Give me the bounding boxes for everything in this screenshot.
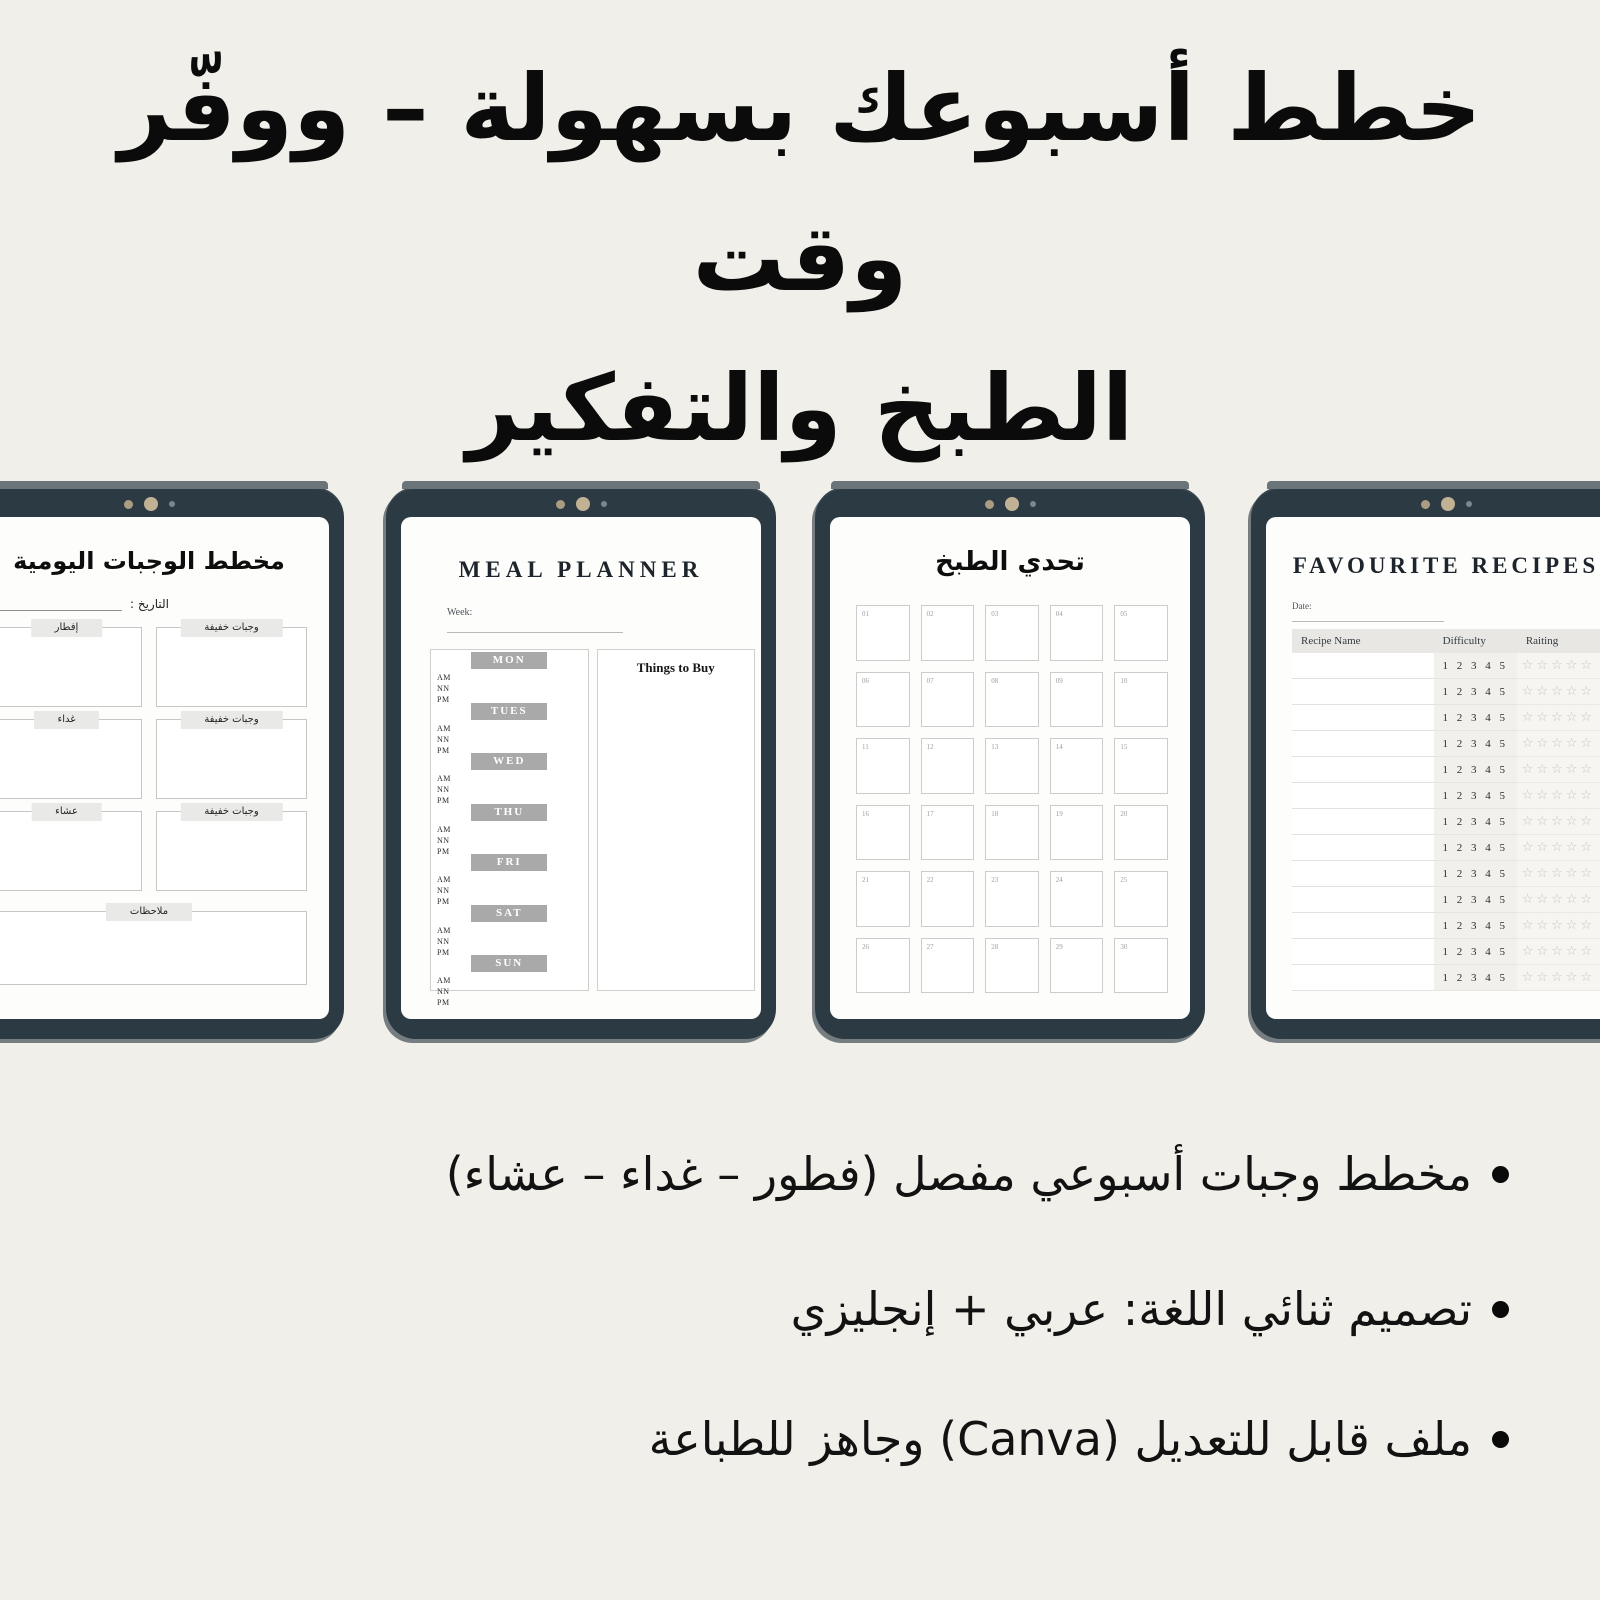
challenge-day-cell	[1050, 672, 1104, 728]
date-row	[0, 597, 309, 611]
recipe-row	[1292, 913, 1600, 939]
week-label: Week:	[447, 607, 473, 618]
cooking-challenge-title: تحدي الطبخ	[935, 547, 1085, 577]
time-slot-label: NN	[437, 734, 450, 744]
date-line	[0, 597, 122, 611]
rating-stars-cell: ☆☆☆☆☆	[1517, 653, 1600, 679]
recipe-row	[1292, 679, 1600, 705]
snack-box	[156, 622, 307, 707]
challenge-day-cell	[1114, 672, 1168, 728]
day-times	[437, 723, 451, 756]
snack-label: وجبات خفيفة	[180, 803, 282, 821]
challenge-day-cell	[1114, 738, 1168, 794]
recipe-name-cell	[1292, 679, 1434, 705]
challenge-day-number: 29	[1055, 942, 1063, 951]
camera-dots	[1251, 496, 1600, 512]
challenge-day-cell	[921, 738, 975, 794]
camera-dot-icon	[985, 500, 994, 509]
challenge-day-cell	[985, 672, 1039, 728]
challenge-day-number: 16	[862, 809, 869, 818]
camera-dot-icon	[556, 500, 565, 509]
recipes-column-header: Raiting	[1525, 635, 1559, 647]
feature-bullet	[649, 1405, 1509, 1473]
time-slot-label: PM	[437, 745, 450, 755]
challenge-day-number: 19	[1055, 809, 1063, 818]
feature-bullet-text: تصميم ثنائي اللغة: عربي + إنجليزي	[790, 1282, 1472, 1336]
time-slot-label: NN	[437, 886, 450, 896]
challenge-day-number: 30	[1120, 942, 1128, 951]
recipe-row	[1292, 757, 1600, 783]
daily-planner-screen	[0, 517, 329, 1019]
day-times	[437, 925, 451, 958]
challenge-day-cell	[1050, 938, 1104, 994]
day-bar: SUN	[471, 955, 547, 972]
camera-dot-icon	[576, 497, 590, 511]
meal-planner-days	[430, 649, 589, 1008]
challenge-day-cell	[856, 938, 910, 994]
challenge-day-number: 14	[1055, 743, 1063, 751]
rating-stars-cell: ☆☆☆☆☆	[1517, 835, 1600, 861]
camera-dot-icon	[169, 501, 175, 507]
challenge-day-cell	[985, 738, 1039, 794]
day-times	[437, 975, 451, 1008]
snack-label: وجبات خفيفة	[180, 619, 282, 637]
feature-bullet-text: ملف قابل للتعديل (Canva) وجاهز للطباعة	[648, 1412, 1472, 1466]
difficulty-cell: 1 2 3 4 5	[1434, 653, 1517, 679]
challenge-day-cell	[1050, 805, 1104, 861]
daily-planner-row	[0, 622, 307, 707]
meal-box	[0, 714, 142, 799]
challenge-day-cell	[1114, 605, 1168, 661]
recipe-name-cell	[1292, 965, 1434, 991]
rating-stars-cell: ☆☆☆☆☆	[1517, 965, 1600, 991]
challenge-day-number: 10	[1120, 676, 1128, 685]
date-label: التاريخ :	[129, 597, 169, 611]
things-to-buy-panel	[597, 649, 756, 991]
tablet-meal-planner	[386, 487, 776, 1039]
challenge-day-number: 04	[1055, 610, 1063, 618]
camera-dot-icon	[144, 497, 158, 511]
challenge-day-cell	[985, 805, 1039, 861]
recipe-row	[1292, 861, 1600, 887]
favourite-recipes-screen	[1266, 517, 1600, 1019]
recipe-name-cell	[1292, 705, 1434, 731]
rating-stars-cell: ☆☆☆☆☆	[1517, 705, 1600, 731]
daily-planner-row	[0, 806, 307, 891]
difficulty-cell: 1 2 3 4 5	[1434, 679, 1517, 705]
camera-dots	[815, 496, 1205, 512]
challenge-day-number: 12	[926, 743, 934, 751]
time-slot-label: AM	[437, 976, 451, 986]
things-to-buy-title: Things to Buy	[636, 660, 715, 675]
challenge-day-cell	[985, 605, 1039, 661]
recipe-name-cell	[1292, 653, 1434, 679]
challenge-day-number: 21	[862, 876, 869, 884]
day-section	[431, 703, 588, 755]
snack-box	[156, 714, 307, 799]
day-section	[431, 955, 588, 1008]
challenge-day-cell	[985, 938, 1039, 994]
recipes-table-header	[1292, 629, 1600, 653]
day-section	[431, 652, 588, 704]
difficulty-cell: 1 2 3 4 5	[1434, 809, 1517, 835]
challenge-day-cell	[856, 605, 910, 661]
day-bar: WED	[471, 753, 547, 770]
recipe-row	[1292, 887, 1600, 913]
challenge-day-cell	[856, 805, 910, 861]
time-slot-label: PM	[437, 846, 450, 856]
day-section	[431, 905, 588, 957]
meal-label: غداء	[34, 711, 100, 729]
rating-stars-cell: ☆☆☆☆☆	[1517, 731, 1600, 757]
feature-bullet	[446, 1140, 1509, 1208]
snack-box	[156, 806, 307, 891]
difficulty-cell: 1 2 3 4 5	[1434, 783, 1517, 809]
recipes-column-header: Recipe Name	[1301, 635, 1361, 647]
time-slot-label: NN	[437, 684, 450, 693]
challenge-day-number: 01	[862, 610, 869, 618]
camera-dot-icon	[1441, 497, 1455, 511]
time-slot-label: NN	[437, 835, 450, 845]
day-section	[431, 804, 588, 856]
tablet-favourite-recipes	[1251, 487, 1600, 1039]
meal-box	[0, 622, 142, 707]
challenge-day-number: 17	[926, 809, 934, 818]
recipe-row	[1292, 809, 1600, 835]
challenge-day-cell	[921, 938, 975, 994]
difficulty-cell: 1 2 3 4 5	[1434, 939, 1517, 965]
challenge-day-number: 23	[991, 876, 999, 884]
difficulty-cell: 1 2 3 4 5	[1434, 861, 1517, 887]
rating-stars-cell: ☆☆☆☆☆	[1517, 913, 1600, 939]
time-slot-label: NN	[437, 987, 450, 997]
challenge-day-number: 26	[862, 942, 869, 951]
day-section	[431, 854, 588, 907]
challenge-day-cell	[985, 871, 1039, 927]
headline-line-1: خطط أسبوعك بسهولة – ووفّر وقت	[118, 55, 1482, 312]
recipe-row	[1292, 939, 1600, 965]
day-times	[437, 773, 451, 806]
recipe-name-cell	[1292, 913, 1434, 939]
challenge-day-cell	[921, 672, 975, 728]
day-times	[437, 824, 451, 857]
feature-bullet	[791, 1275, 1509, 1343]
difficulty-cell: 1 2 3 4 5	[1434, 887, 1517, 913]
challenge-day-cell	[1050, 871, 1104, 927]
notes-box	[0, 906, 307, 985]
challenge-day-cell	[1114, 871, 1168, 927]
recipe-name-cell	[1292, 861, 1434, 887]
challenge-day-number: 09	[1055, 676, 1063, 685]
recipes-table	[1292, 629, 1600, 991]
notes-label: ملاحظات	[106, 903, 192, 921]
day-bar: TUES	[471, 703, 547, 720]
meal-label: إفطار	[31, 619, 103, 637]
time-slot-label: AM	[437, 925, 451, 935]
time-slot-label: AM	[437, 875, 451, 885]
recipe-row	[1292, 783, 1600, 809]
time-slot-label: PM	[437, 695, 450, 704]
camera-dots	[0, 496, 344, 512]
challenge-day-number: 13	[991, 743, 999, 751]
date-label: Date:	[1292, 601, 1312, 611]
rating-stars-cell: ☆☆☆☆☆	[1517, 679, 1600, 705]
cooking-challenge-screen	[830, 517, 1190, 1019]
headline-line-2: الطبخ والتفكير	[466, 355, 1134, 462]
time-slot-label: PM	[437, 998, 450, 1008]
daily-planner-title: مخطط الوجبات اليومية	[13, 547, 285, 575]
time-slot-label: NN	[437, 785, 450, 795]
time-slot-label: AM	[437, 774, 451, 784]
challenge-day-number: 24	[1055, 876, 1063, 884]
rating-stars-cell: ☆☆☆☆☆	[1517, 939, 1600, 965]
meal-planner-title: MEAL PLANNER	[458, 557, 704, 582]
challenge-day-cell	[856, 738, 910, 794]
feature-bullet-text: مخطط وجبات أسبوعي مفصل (فطور – غداء – عشاء)	[445, 1147, 1472, 1201]
recipe-row	[1292, 731, 1600, 757]
time-slot-label: PM	[437, 796, 450, 806]
challenge-day-number: 20	[1120, 809, 1128, 818]
camera-dots	[386, 496, 776, 512]
recipe-row	[1292, 705, 1600, 731]
challenge-day-number: 06	[862, 676, 869, 685]
challenge-day-number: 25	[1120, 876, 1128, 884]
day-times	[437, 874, 451, 907]
camera-dot-icon	[1005, 497, 1019, 511]
snack-label: وجبات خفيفة	[180, 711, 282, 729]
challenge-day-cell	[1050, 605, 1104, 661]
day-bar: THU	[471, 804, 547, 821]
challenge-day-cell	[856, 871, 910, 927]
challenge-day-cell	[856, 672, 910, 728]
recipe-name-cell	[1292, 783, 1434, 809]
day-bar: FRI	[471, 854, 547, 871]
difficulty-cell: 1 2 3 4 5	[1434, 835, 1517, 861]
challenge-day-cell	[921, 805, 975, 861]
challenge-day-number: 11	[862, 743, 869, 751]
time-slot-label: AM	[437, 723, 451, 733]
rating-stars-cell: ☆☆☆☆☆	[1517, 757, 1600, 783]
challenge-day-cell	[921, 871, 975, 927]
challenge-day-number: 27	[926, 942, 934, 951]
camera-dot-icon	[1466, 501, 1472, 507]
challenge-day-cell	[1114, 805, 1168, 861]
challenge-day-number: 15	[1120, 743, 1128, 751]
bullet-dot-icon	[1492, 1431, 1509, 1448]
time-slot-label: AM	[437, 824, 451, 834]
challenge-day-number: 22	[926, 876, 934, 884]
time-slot-label: PM	[437, 897, 450, 907]
bullet-dot-icon	[1492, 1301, 1509, 1318]
recipes-table-body	[1292, 653, 1600, 991]
camera-dot-icon	[124, 500, 133, 509]
recipe-row	[1292, 653, 1600, 679]
rating-stars-cell: ☆☆☆☆☆	[1517, 809, 1600, 835]
recipe-name-cell	[1292, 809, 1434, 835]
challenge-day-number: 07	[926, 676, 934, 685]
recipe-name-cell	[1292, 731, 1434, 757]
challenge-day-number: 03	[991, 610, 999, 618]
challenge-day-cell	[1050, 738, 1104, 794]
day-times	[437, 672, 451, 705]
daily-planner-row	[0, 714, 307, 799]
difficulty-cell: 1 2 3 4 5	[1434, 705, 1517, 731]
tablet-cooking-challenge	[815, 487, 1205, 1039]
challenge-day-number: 28	[991, 942, 999, 951]
challenge-day-number: 08	[991, 676, 999, 685]
time-slot-label: NN	[437, 936, 450, 946]
difficulty-cell: 1 2 3 4 5	[1434, 757, 1517, 783]
recipe-row	[1292, 835, 1600, 861]
challenge-day-cell	[921, 605, 975, 661]
challenge-day-number: 18	[991, 809, 999, 818]
challenge-day-number: 02	[926, 610, 934, 618]
rating-stars-cell: ☆☆☆☆☆	[1517, 861, 1600, 887]
daily-planner-grid	[0, 622, 307, 891]
meal-box	[0, 806, 142, 891]
week-field	[447, 607, 623, 633]
bullet-dot-icon	[1492, 1166, 1509, 1183]
day-bar: SAT	[471, 905, 547, 922]
difficulty-cell: 1 2 3 4 5	[1434, 731, 1517, 757]
camera-dot-icon	[1030, 501, 1036, 507]
camera-dot-icon	[601, 501, 607, 507]
time-slot-label: AM	[437, 673, 451, 682]
favourite-recipes-title: FAVOURITE RECIPES	[1292, 553, 1600, 578]
recipe-row	[1292, 965, 1600, 991]
difficulty-cell: 1 2 3 4 5	[1434, 965, 1517, 991]
challenge-day-number: 05	[1120, 610, 1128, 618]
challenge-grid	[856, 605, 1168, 993]
recipe-name-cell	[1292, 835, 1434, 861]
camera-dot-icon	[1421, 500, 1430, 509]
recipes-column-header: Difficulty	[1442, 635, 1486, 647]
day-section	[431, 753, 588, 806]
rating-stars-cell: ☆☆☆☆☆	[1517, 887, 1600, 913]
meal-planner-screen	[401, 517, 761, 1019]
recipe-name-cell	[1292, 887, 1434, 913]
time-slot-label: PM	[437, 947, 450, 957]
challenge-day-cell	[1114, 938, 1168, 994]
meal-planner-panels	[430, 649, 755, 1008]
recipe-name-cell	[1292, 757, 1434, 783]
recipe-name-cell	[1292, 939, 1434, 965]
tablet-daily-meal-planner	[0, 487, 344, 1039]
rating-stars-cell: ☆☆☆☆☆	[1517, 783, 1600, 809]
meal-label: عشاء	[31, 803, 102, 821]
day-bar: MON	[471, 652, 547, 669]
difficulty-cell: 1 2 3 4 5	[1434, 913, 1517, 939]
headline	[0, 34, 1600, 484]
date-field	[1292, 601, 1444, 622]
